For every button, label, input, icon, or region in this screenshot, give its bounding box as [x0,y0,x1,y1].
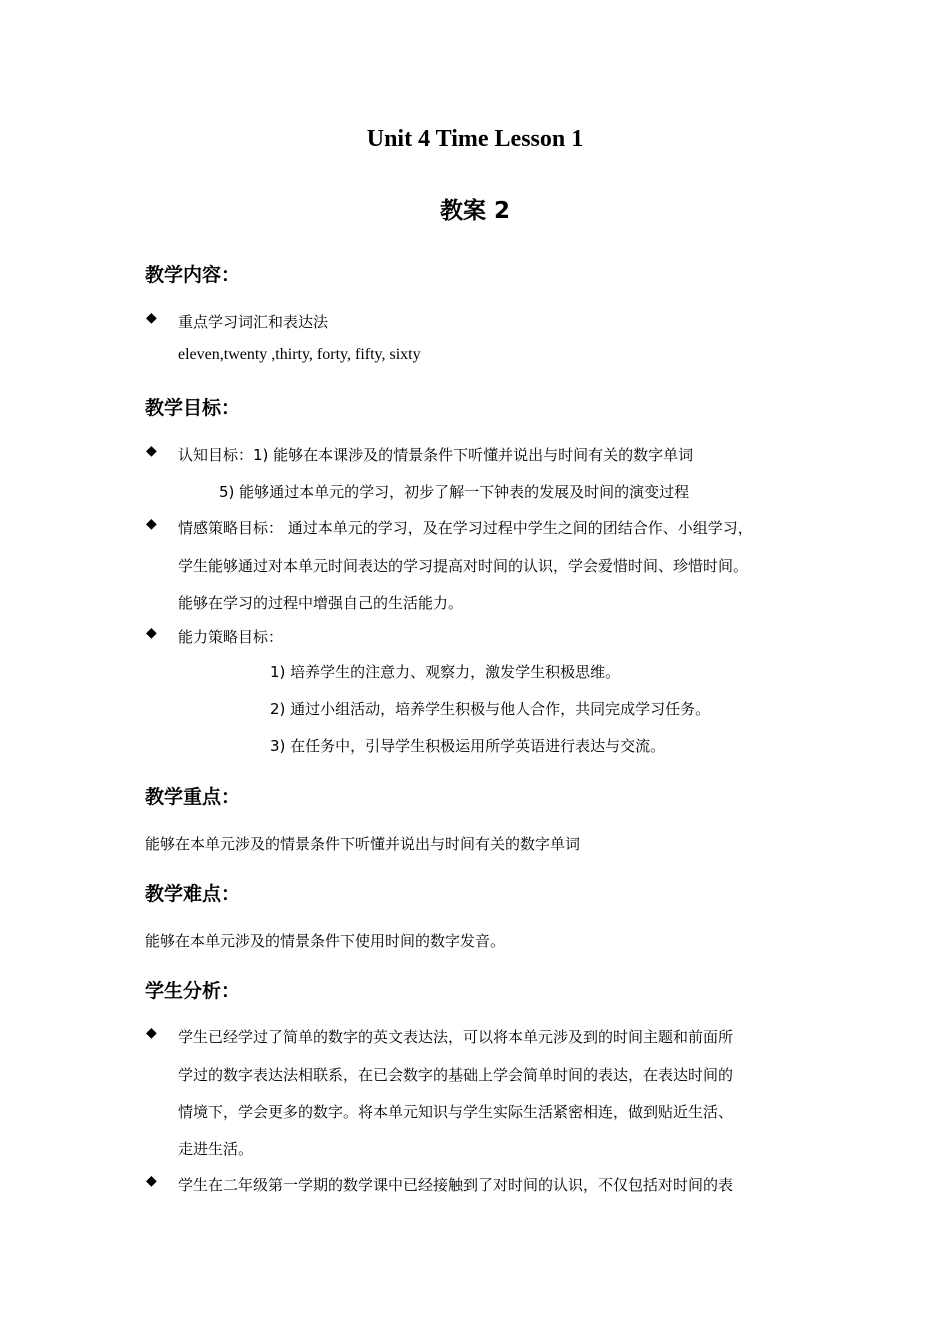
analysis-p1-line-4: 走进生活。 [178,1140,254,1158]
bullet-icon: ◆ [146,625,157,641]
bullet-icon: ◆ [146,1025,157,1041]
emotional-goal-line-3: 能够在学习的过程中增强自己的生活能力。 [178,594,464,612]
section-heading-content: 教学内容： [145,264,241,286]
analysis-p1-line-3: 情境下，学会更多的数字。将本单元知识与学生实际生活紧密相连，做到贴近生活、 [178,1103,734,1121]
cognitive-goal-1: 认知目标：1) 能够在本课涉及的情景条件下听懂并说出与时间有关的数字单词 [178,446,694,464]
bullet-icon: ◆ [146,1173,157,1189]
analysis-p1-line-1: 学生已经学过了简单的数字的英文表达法，可以将本单元涉及到的时间主题和前面所 [178,1028,734,1046]
bullet-icon: ◆ [146,443,157,459]
content-words: eleven,twenty ,thirty, forty, fifty, sixty [178,346,421,363]
document-title: Unit 4 Time Lesson 1 [366,126,584,152]
ability-goal-1: 1) 培养学生的注意力、观察力，激发学生积极思维。 [270,663,621,681]
document-subtitle: 教案 2 [439,198,510,224]
bullet-icon: ◆ [146,310,157,326]
ability-goal-label: 能力策略目标： [178,628,284,646]
cognitive-goal-2: 5) 能够通过本单元的学习，初步了解一下钟表的发展及时间的演变过程 [219,483,690,501]
analysis-p1-line-2: 学过的数字表达法相联系，在已会数字的基础上学会简单时间的表达，在表达时间的 [178,1066,734,1084]
section-heading-difficulties: 教学难点： [145,883,241,905]
analysis-p2-line-1: 学生在二年级第一学期的数学课中已经接触到了对时间的认识，不仅包括对时间的表 [178,1176,734,1194]
bullet-icon: ◆ [146,516,157,532]
section-heading-key-points: 教学重点： [145,786,241,808]
content-item: 重点学习词汇和表达法 [178,313,329,331]
section-heading-analysis: 学生分析： [145,980,241,1002]
key-points-text: 能够在本单元涉及的情景条件下听懂并说出与时间有关的数字单词 [145,835,581,853]
ability-goal-3: 3) 在任务中，引导学生积极运用所学英语进行表达与交流。 [270,737,666,755]
section-heading-goals: 教学目标： [145,397,241,419]
ability-goal-2: 2) 通过小组活动，培养学生积极与他人合作，共同完成学习任务。 [270,700,711,718]
difficulties-text: 能够在本单元涉及的情景条件下使用时间的数字发音。 [145,932,506,950]
emotional-goal-line-1: 情感策略目标： 通过本单元的学习，及在学习过程中学生之间的团结合作、小组学习， [178,519,753,537]
emotional-goal-line-2: 学生能够通过对本单元时间表达的学习提高对时间的认识，学会爱惜时间、珍惜时间。 [178,557,749,575]
